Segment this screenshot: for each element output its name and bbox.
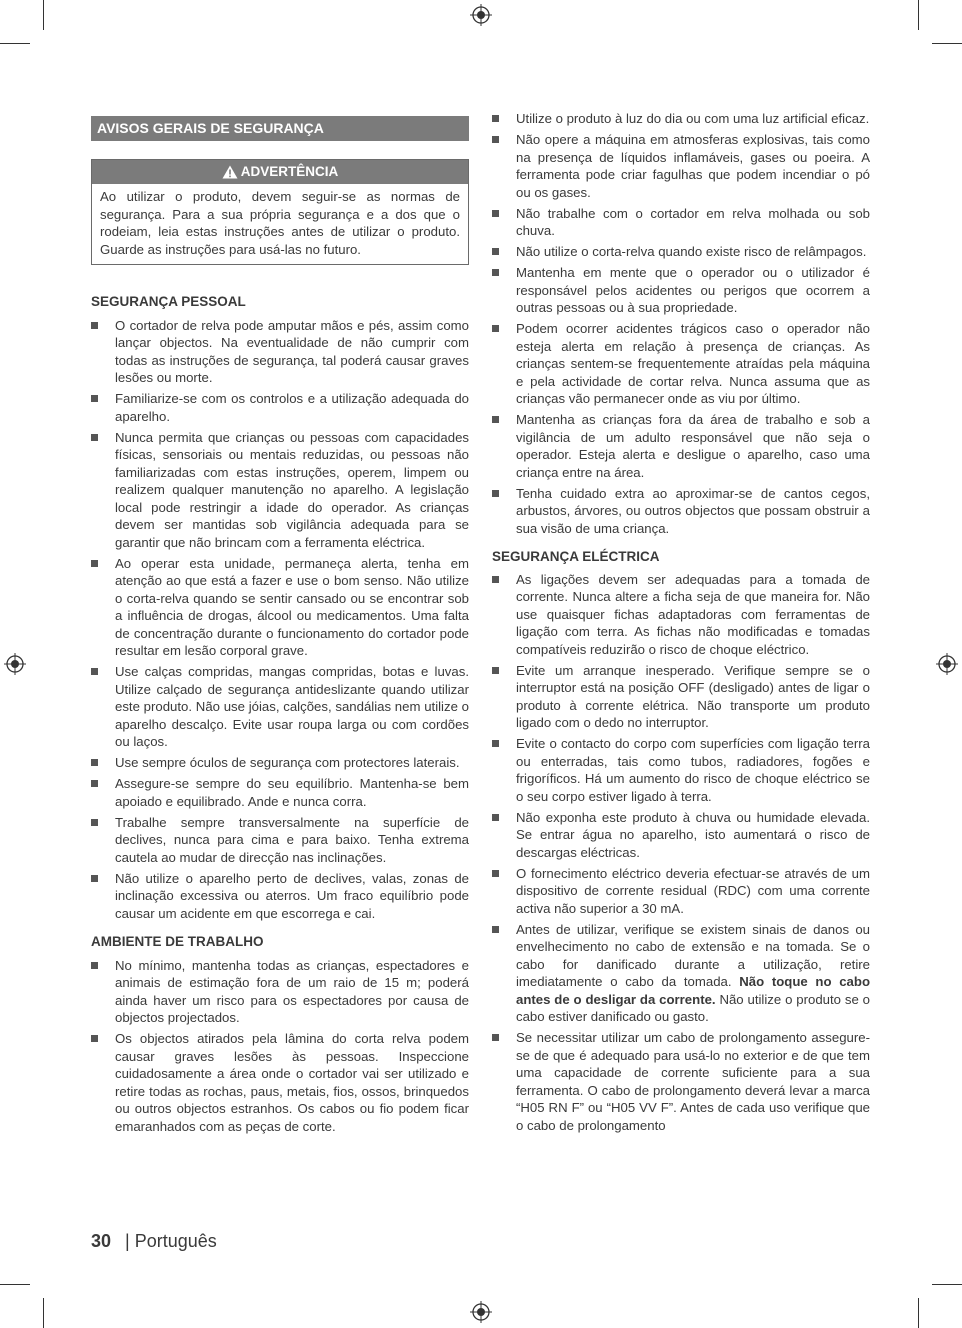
list-item: Os objectos atirados pela lâmina do corta relva podem causar graves lesões às pessoas. Inspeccione cuidadosamente a área onde o cortador vai ser utilizado e retire todas as rochas, paus, metais, fios, ossos, brinquedos ou outros objectos estranhos. Os cabos ou fio podem ficar emaranhados com as peças de corte. [91, 1030, 469, 1135]
list-item: Podem ocorrer acidentes trágicos caso o operador não esteja alerta em relação à presença de crianças. As crianças sentem-se frequentemente atraídas pela máquina e pela actividade de cortar relva. Nunca assuma que as crianças vão permanecer onde as viu por último. [492, 320, 870, 408]
registration-mark-icon [470, 4, 492, 26]
list-item: Evite um arranque inesperado. Verifique sempre se o interruptor está na posição OFF (desligado) antes de ligar o produto à corrente elétrica. Não transporte um produto ligado com o dedo no interruptor. [492, 662, 870, 732]
list-item: Use sempre óculos de segurança com protectores laterais. [91, 754, 469, 772]
footer-language: | Português [125, 1231, 217, 1251]
list-item: Familiarize-se com os controlos e a utilização adequada do aparelho. [91, 390, 469, 425]
crop-mark [0, 43, 30, 44]
list-item: Trabalhe sempre transversalmente na superfície de declives, nunca para cima e para baixo. Tenha extrema cautela ao mudar de direcção nas inclinações. [91, 814, 469, 867]
bullet-icon [91, 875, 98, 882]
list-item: Não opere a máquina em atmosferas explosivas, tais como na presença de líquidos inflamáveis, gases ou poeira. A ferramenta pode criar fagulhas que podem incendiar o pó ou os gases. [492, 131, 870, 201]
list-item: Assegure-se sempre do seu equilíbrio. Mantenha-se bem apoiado e equilibrado. Ande e nunca corra. [91, 775, 469, 810]
list-item: Mantenha as crianças fora da área de trabalho e sob a vigilância de um adulto responsável que não seja o operador. Esteja alerta e desligue o aparelho, caso uma criança entre na área. [492, 411, 870, 481]
bullet-icon [91, 819, 98, 826]
bullet-icon [91, 1035, 98, 1042]
list-item: Se necessitar utilizar um cabo de prolongamento assegure-se de que é adequado para usá-lo no exterior e de que tem uma capacidade de corrente suficiente para a sua ferramenta. O cabo de prolongamento deverá levar a marca “H05 RN F” ou “H05 VV F”. Antes de cada uso verifique que o cabo de prolongamento [492, 1029, 870, 1134]
warning-header [92, 160, 468, 184]
bullet-icon [492, 416, 499, 423]
list-item: Não utilize o corta-relva quando existe risco de relâmpagos. [492, 243, 870, 261]
bullet-icon [91, 395, 98, 402]
list-item: Use calças compridas, mangas compridas, botas e luvas. Utilize calçado de segurança antideslizante quando utilizar este produto. Não use jóias, calções, sandálias nem utilize o aparelho descalço. Evite usar roupa larga ou com cordões ou laços. [91, 663, 469, 751]
bullet-icon [91, 668, 98, 675]
crop-mark [43, 1298, 44, 1328]
bullet-icon [91, 780, 98, 787]
list-item: Antes de utilizar, verifique se existem sinais de danos ou envelhecimento no cabo de extensão e na tomada. Se o cabo for danificado durante a utilização, retire imediatamente o cabo da tomada. Não toque no cabo antes de o desligar da corrente. Não utilize o produto se o cabo estiver danificado ou gasto. [492, 921, 870, 1026]
list-item: Não utilize o aparelho perto de declives, valas, zonas de inclinação excessiva ou aterros. Um fraco equilíbrio pode causar um acidente em que escorrega e cai. [91, 870, 469, 923]
bullet-icon [492, 740, 499, 747]
personal-safety-heading: SEGURANÇA PESSOAL [91, 294, 246, 309]
bullet-icon [91, 322, 98, 329]
list-item: Tenha cuidado extra ao aproximar-se de cantos cegos, arbustos, árvores, ou outros objectos que possam obstruir a sua visão de uma criança. [492, 485, 870, 538]
registration-mark-icon [936, 653, 958, 675]
page-footer [91, 1231, 217, 1252]
bullet-icon [492, 115, 499, 122]
list-item: Utilize o produto à luz do dia ou com uma luz artificial eficaz. [492, 110, 870, 128]
work-environment-list-continued [492, 110, 870, 537]
bullet-icon [492, 1034, 499, 1041]
bullet-icon [91, 962, 98, 969]
bullet-icon [492, 576, 499, 583]
crop-mark [918, 0, 919, 30]
list-item: Não trabalhe com o cortador em relva molhada ou sob chuva. [492, 205, 870, 240]
list-item: As ligações devem ser adequadas para a tomada de corrente. Nunca altere a ficha seja de que maneira for. Não use quaisquer fichas adaptadoras com ferramentas de ligação com terra. As fichas não modificadas e tomadas compatíveis reduzirão o risco de choque eléctrico. [492, 571, 870, 659]
bullet-icon [91, 759, 98, 766]
bullet-icon [492, 870, 499, 877]
crop-mark [918, 1298, 919, 1328]
left-column [91, 112, 469, 1139]
bullet-icon [91, 434, 98, 441]
bullet-icon [492, 248, 499, 255]
bullet-icon [91, 560, 98, 567]
crop-mark [932, 43, 962, 44]
bullet-icon [492, 667, 499, 674]
crop-mark [0, 1284, 30, 1285]
list-item: Evite o contacto do corpo com superfícies com ligação terra ou enterradas, tais como tubos, radiadores, fogões e frigoríficos. Há um aumento do risco de choque eléctrico se o seu corpo estiver ligado à terra. [492, 735, 870, 805]
list-item: O fornecimento eléctrico deveria efectuar-se através de um dispositivo de corrente residual (RDC) com uma corrente activa não superior a 30 mA. [492, 865, 870, 918]
bullet-icon [492, 269, 499, 276]
list-item: Ao operar esta unidade, permaneça alerta, tenha em atenção ao que está a fazer e use o bom senso. Não utilize o corta-relva quando se sentir cansado ou se encontrar sob a influência de drogas, álcool ou medicamentos. Uma falta de concentração durante o funcionamento do cortador pode resultar em lesão corporal grave. [91, 555, 469, 660]
section-title: AVISOS GERAIS DE SEGURANÇA [91, 116, 469, 141]
list-item: Mantenha em mente que o operador ou o utilizador é responsável pelos acidentes ou perigos que ocorrem a outras pessoas ou à sua propriedade. [492, 264, 870, 317]
list-item: Não exponha este produto à chuva ou humidade elevada. Se entrar água no aparelho, isto aumentará o risco de descargas eléctricas. [492, 809, 870, 862]
registration-mark-icon [470, 1301, 492, 1323]
bullet-icon [492, 136, 499, 143]
bullet-icon [492, 814, 499, 821]
work-environment-heading: AMBIENTE DE TRABALHO [91, 934, 264, 949]
crop-mark [932, 1284, 962, 1285]
personal-safety-list [91, 317, 469, 923]
work-environment-list [91, 957, 469, 1136]
electrical-safety-list [492, 571, 870, 1135]
bullet-icon [492, 210, 499, 217]
bullet-icon [492, 926, 499, 933]
crop-mark [43, 0, 44, 30]
page-number: 30 [91, 1231, 112, 1251]
right-column [492, 110, 870, 1138]
list-item: No mínimo, mantenha todas as crianças, espectadores e animais de estimação fora de um raio de 15 m; poderá ainda haver um risco para os espectadores por causa de objectos projectados. [91, 957, 469, 1027]
electrical-safety-heading: SEGURANÇA ELÉCTRICA [492, 549, 660, 564]
warning-box [91, 159, 469, 265]
list-item: Nunca permita que crianças ou pessoas com capacidades físicas, sensoriais ou mentais reduzidas, ou pessoas não familiarizadas com estas instruções, operem, limpem ou realizem qualquer manutenção no aparelho. A legislação local pode restringir a idade do operador. As crianças devem ser mantidas sob vigilância adequada para se garantir que não brincam com a ferramenta eléctrica. [91, 429, 469, 552]
warning-text: Ao utilizar o produto, devem seguir-se as normas de segurança. Para a sua própria segurança e a dos que o rodeiam, leia estas instruções antes de utilizar o produto. Guarde as instruções para usá-las no futuro. [100, 189, 460, 257]
list-item: O cortador de relva pode amputar mãos e pés, assim como lançar objectos. Na eventualidade de não cumprir com todas as instruções de segurança, tal poderá causar graves lesões ou morte. [91, 317, 469, 387]
registration-mark-icon [4, 653, 26, 675]
bold-warning-text: Não toque no cabo antes de o desligar da corrente. [516, 974, 870, 1007]
warning-title: ADVERTÊNCIA [240, 164, 339, 179]
bullet-icon [492, 490, 499, 497]
bullet-icon [492, 325, 499, 332]
warning-triangle-icon [222, 165, 238, 179]
